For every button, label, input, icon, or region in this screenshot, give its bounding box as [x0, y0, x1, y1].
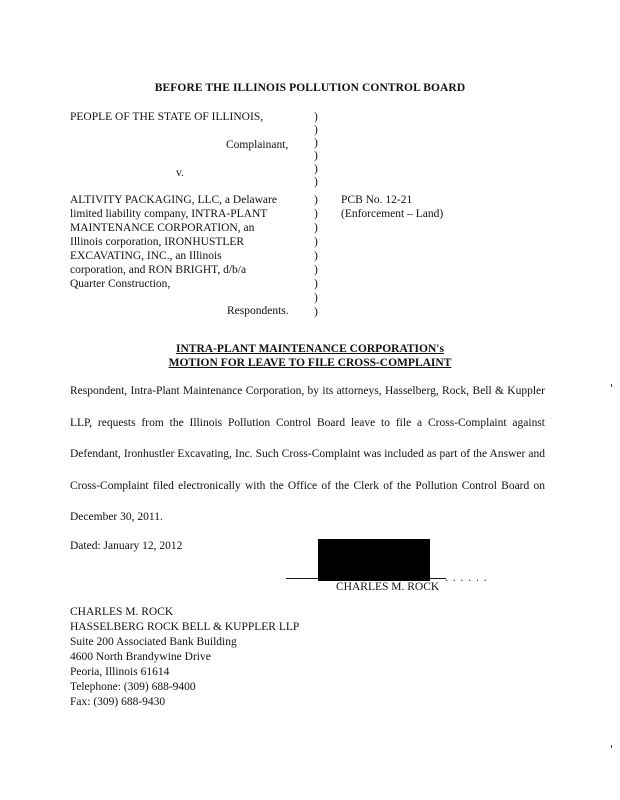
attorney-name: CHARLES M. ROCK	[70, 606, 174, 618]
motion-heading-line-2: MOTION FOR LEAVE TO FILE CROSS-COMPLAINT	[168, 357, 452, 369]
document-title: BEFORE THE ILLINOIS POLLUTION CONTROL BOARD	[154, 82, 466, 94]
caption-defendant-line: corporation, and RON BRIGHT, d/b/a	[70, 264, 247, 276]
case-type: (Enforcement – Land)	[341, 208, 444, 220]
caption-versus: v.	[176, 167, 184, 179]
caption-defendant-line: MAINTENANCE CORPORATION, an	[70, 222, 255, 234]
caption-defendant-line: Illinois corporation, IRONHUSTLER	[70, 236, 245, 248]
caption-paren: )	[314, 176, 318, 188]
caption-complainant: Complainant,	[226, 139, 289, 151]
caption-paren: )	[314, 150, 318, 162]
caption-defendant-line: Quarter Construction,	[70, 278, 171, 290]
scan-mark	[611, 384, 612, 387]
caption-defendant-line: EXCAVATING, INC., an Illinois	[70, 250, 222, 262]
firm-fax: Fax: (309) 688-9430	[70, 696, 166, 708]
caption-paren: )	[314, 292, 318, 304]
caption-respondents: Respondents.	[227, 305, 289, 317]
firm-suite: Suite 200 Associated Bank Building	[70, 636, 237, 648]
caption-paren: )	[314, 306, 318, 318]
date-line: Dated: January 12, 2012	[70, 540, 183, 552]
motion-body: Respondent, Intra-Plant Maintenance Corporation, by its attorneys, Hasselberg, Rock, Bell & Kuppler LLP, requests from the Illinois Pollution Control Board leave to file a Cross-Complaint against Defendant, Ironhustler Excavating, Inc. Such Cross-Complaint was included as part of the Answer and Cross-Complaint filed electronically with the Office of the Clerk of the Pollution Control Board on December 30, 2011.	[70, 385, 545, 523]
caption-paren: )	[314, 250, 318, 262]
scan-mark	[611, 745, 612, 748]
case-number: PCB No. 12-21	[341, 194, 413, 206]
signature-name: CHARLES M. ROCK	[336, 581, 440, 593]
caption-paren: )	[314, 163, 318, 175]
caption-paren: )	[314, 208, 318, 220]
caption-paren: )	[314, 111, 318, 123]
firm-city: Peoria, Illinois 61614	[70, 666, 170, 678]
caption-paren: )	[314, 236, 318, 248]
firm-street: 4600 North Brandywine Drive	[70, 651, 211, 663]
signature-dots: . . . . . .	[445, 572, 488, 584]
caption-paren: )	[314, 264, 318, 276]
caption-paren: )	[314, 278, 318, 290]
firm-name: HASSELBERG ROCK BELL & KUPPLER LLP	[70, 621, 300, 633]
caption-paren: )	[314, 137, 318, 149]
caption-paren: )	[314, 124, 318, 136]
caption-paren: )	[314, 222, 318, 234]
caption-paren: )	[314, 194, 318, 206]
caption-defendant-line: limited liability company, INTRA-PLANT	[70, 208, 268, 220]
redacted-signature	[318, 539, 430, 581]
motion-heading-line-1: INTRA-PLANT MAINTENANCE CORPORATION's	[176, 343, 444, 355]
firm-telephone: Telephone: (309) 688-9400	[70, 681, 196, 693]
caption-defendant-line: ALTIVITY PACKAGING, LLC, a Delaware	[70, 194, 277, 206]
caption-people: PEOPLE OF THE STATE OF ILLINOIS,	[70, 111, 264, 123]
